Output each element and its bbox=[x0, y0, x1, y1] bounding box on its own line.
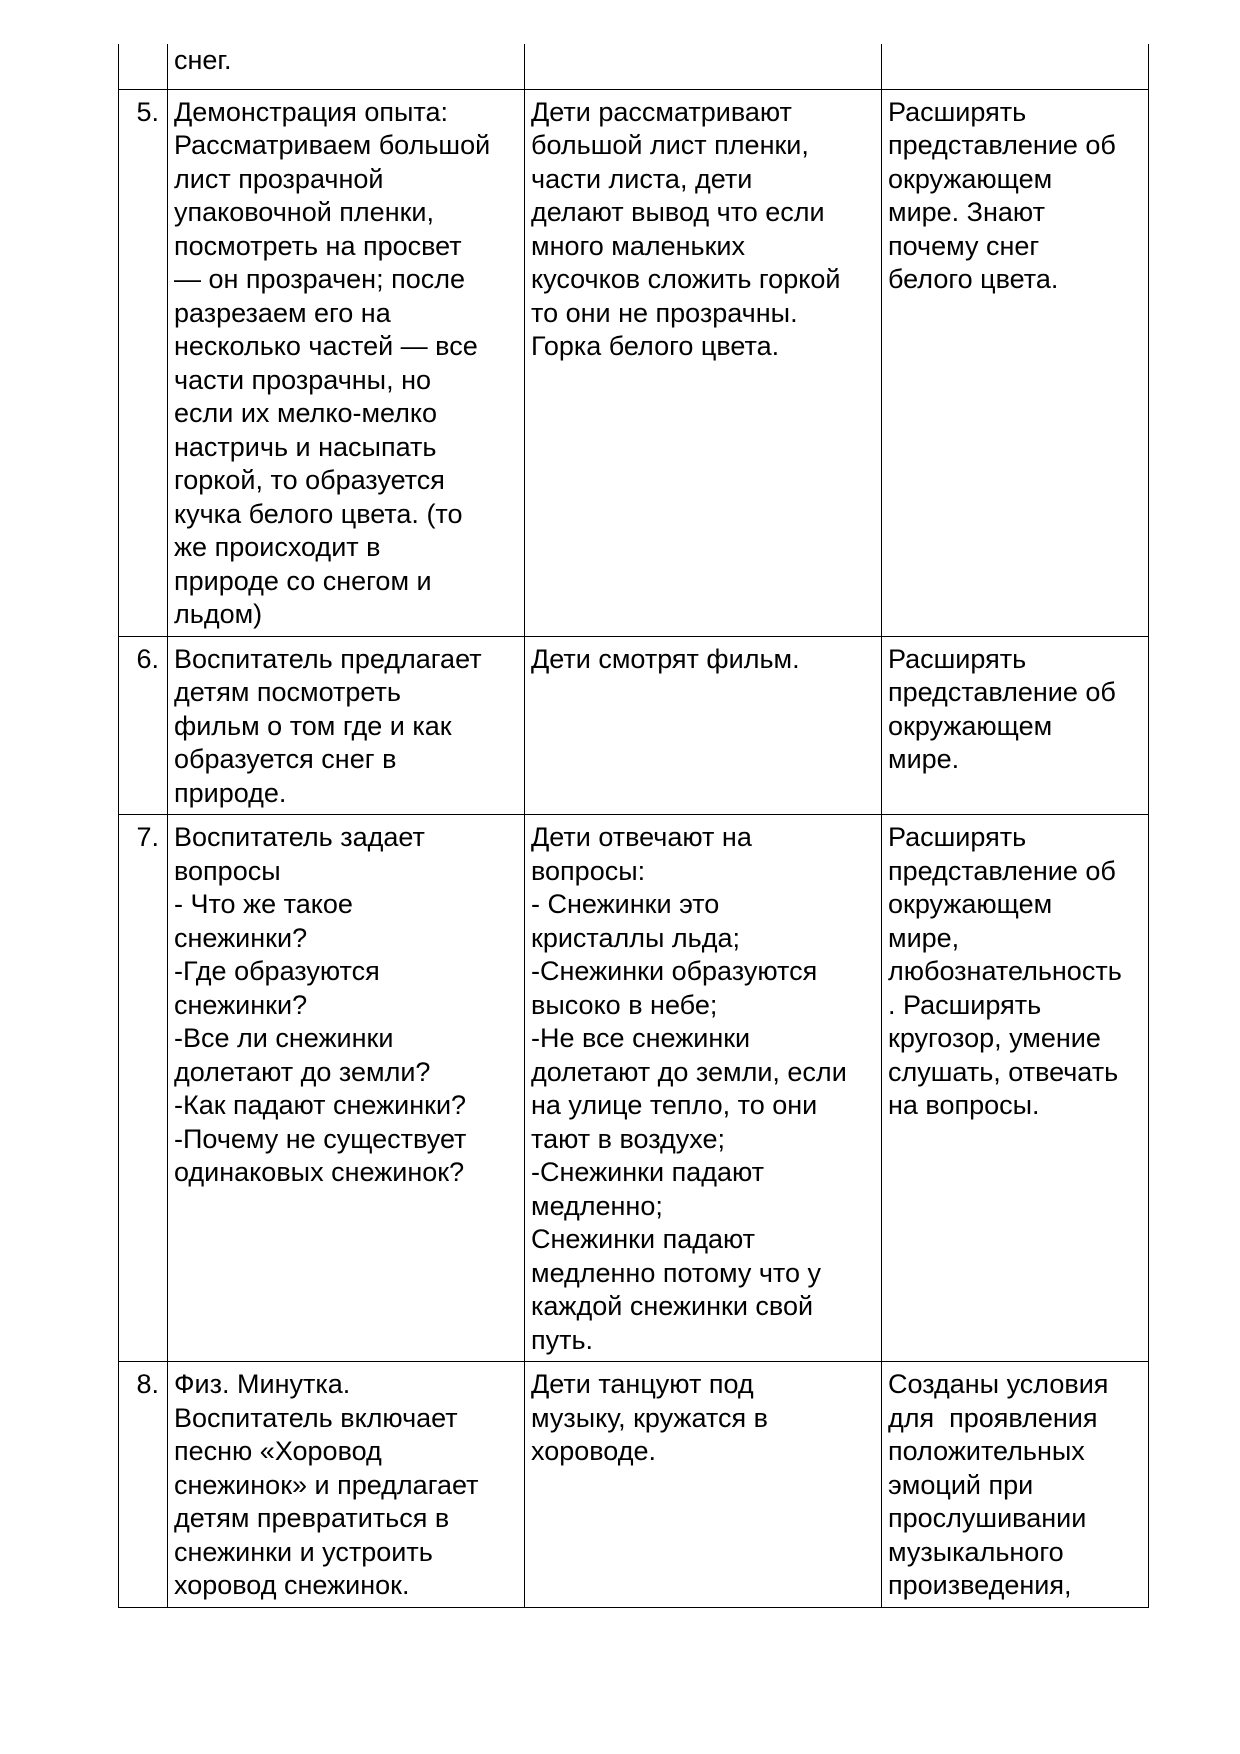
text-line: разрезаем его на bbox=[174, 297, 391, 328]
text-line: Дети отвечают на bbox=[531, 822, 752, 852]
goals-cell bbox=[882, 89, 1149, 636]
text-line: -Почему не существует bbox=[174, 1123, 467, 1154]
text-line: Воспитатель задает bbox=[174, 822, 425, 852]
table-row-6 bbox=[119, 636, 1149, 815]
text-line: снежинки? bbox=[174, 989, 308, 1020]
text-line: детям посмотреть bbox=[174, 677, 401, 707]
text-line: же происходит в bbox=[174, 532, 381, 562]
row-number: 7. bbox=[136, 822, 159, 852]
text-line: снежинок» и предлагает bbox=[174, 1469, 479, 1500]
table-row-7 bbox=[119, 815, 1149, 1362]
text-line: мире. Знают bbox=[888, 197, 1045, 227]
text-line: . Расширять bbox=[888, 989, 1042, 1020]
text-line: льдом) bbox=[174, 599, 263, 629]
row-number-cell bbox=[119, 89, 168, 636]
text-line: долетают до земли, если bbox=[531, 1056, 847, 1087]
text-line: медленно; bbox=[531, 1190, 663, 1221]
text-line: вопросы: bbox=[531, 855, 646, 886]
text-line: окружающем bbox=[888, 710, 1053, 741]
text-line: кучка белого цвета. (то bbox=[174, 498, 463, 529]
text-line: Рассматриваем большой bbox=[174, 130, 491, 160]
text-line: Созданы условия bbox=[888, 1369, 1109, 1399]
text-line: слушать, отвечать bbox=[888, 1056, 1119, 1087]
text-line: Расширять bbox=[888, 643, 1027, 674]
text-line: долетают до земли? bbox=[174, 1056, 431, 1087]
row-number-cell bbox=[119, 1362, 168, 1608]
text-line: несколько частей — все bbox=[174, 331, 478, 361]
text-line: снег. bbox=[174, 45, 232, 75]
text-line: - Что же такое bbox=[174, 889, 353, 919]
text-line: Воспитатель включает bbox=[174, 1402, 458, 1433]
row-number-cell bbox=[119, 815, 168, 1362]
row-number-cell bbox=[119, 44, 168, 89]
text-line: каждой снежинки свой bbox=[531, 1291, 814, 1321]
text-line: настричь и насыпать bbox=[174, 431, 437, 462]
text-line: путь. bbox=[531, 1324, 594, 1355]
goals-cell bbox=[882, 1362, 1149, 1608]
text-line: -Где образуются bbox=[174, 956, 380, 986]
text-line: кусочков сложить горкой bbox=[531, 264, 841, 294]
text-line: тают в воздухе; bbox=[531, 1123, 725, 1154]
goals-cell bbox=[882, 44, 1149, 89]
text-line: -Снежинки образуются bbox=[531, 956, 818, 986]
text-line: Демонстрация опыта: bbox=[174, 96, 448, 127]
text-line: Дети рассматривают bbox=[531, 96, 792, 127]
text-line: -Снежинки падают bbox=[531, 1157, 764, 1187]
text-line: кристаллы льда; bbox=[531, 922, 740, 953]
text-line: хоровод снежинок. bbox=[174, 1570, 410, 1600]
text-line: части листа, дети bbox=[531, 163, 753, 194]
text-line: - Снежинки это bbox=[531, 889, 720, 919]
text-line: мире, bbox=[888, 922, 960, 953]
text-line: на улице тепло, то они bbox=[531, 1090, 818, 1120]
text-line: части прозрачны, но bbox=[174, 364, 432, 395]
text-line: -Не все снежинки bbox=[531, 1023, 751, 1053]
children-activity-cell bbox=[525, 89, 882, 636]
goals-cell bbox=[882, 636, 1149, 815]
text-line: музыкального bbox=[888, 1536, 1064, 1567]
table-body bbox=[119, 44, 1149, 1607]
text-line: положительных bbox=[888, 1436, 1085, 1466]
teacher-activity-cell bbox=[168, 44, 525, 89]
text-line: если их мелко-мелко bbox=[174, 398, 438, 428]
text-line: снежинки? bbox=[174, 922, 308, 953]
text-line: прослушивании bbox=[888, 1503, 1087, 1533]
text-line: Воспитатель предлагает bbox=[174, 643, 482, 674]
text-line: то они не прозрачны. bbox=[531, 297, 798, 328]
text-line: Горка белого цвета. bbox=[531, 331, 780, 361]
text-line: Дети танцуют под bbox=[531, 1369, 754, 1399]
row-number: 6. bbox=[136, 643, 159, 674]
text-line: много маленьких bbox=[531, 230, 745, 261]
children-activity-cell bbox=[525, 815, 882, 1362]
text-line: природе. bbox=[174, 777, 287, 808]
text-line: окружающем bbox=[888, 163, 1053, 194]
text-line: представление об bbox=[888, 130, 1116, 160]
table-row-8 bbox=[119, 1362, 1149, 1608]
text-line: представление об bbox=[888, 855, 1116, 886]
teacher-activity-cell bbox=[168, 815, 525, 1362]
text-line: музыку, кружатся в bbox=[531, 1402, 768, 1433]
text-line: Физ. Минутка. bbox=[174, 1369, 351, 1399]
text-line: любознательность bbox=[888, 956, 1122, 986]
text-line: фильм о том где и как bbox=[174, 710, 452, 741]
text-line: упаковочной пленки, bbox=[174, 197, 435, 227]
text-line: детям превратиться в bbox=[174, 1503, 450, 1533]
goals-cell bbox=[882, 815, 1149, 1362]
text-line: Снежинки падают bbox=[531, 1224, 756, 1254]
text-line: на вопросы. bbox=[888, 1090, 1040, 1120]
row-number-cell bbox=[119, 636, 168, 815]
text-line: большой лист пленки, bbox=[531, 130, 809, 160]
text-line: кругозор, умение bbox=[888, 1023, 1101, 1053]
text-line: песню «Хоровод bbox=[174, 1436, 382, 1466]
text-line: высоко в небе; bbox=[531, 989, 718, 1020]
text-line: почему снег bbox=[888, 230, 1040, 261]
text-line: природе со снегом и bbox=[174, 565, 432, 596]
text-line: -Все ли снежинки bbox=[174, 1023, 394, 1053]
text-line: окружающем bbox=[888, 889, 1053, 919]
text-line: посмотреть на просвет bbox=[174, 230, 462, 261]
text-line: хороводе. bbox=[531, 1436, 656, 1466]
text-line: вопросы bbox=[174, 855, 281, 886]
text-line: представление об bbox=[888, 677, 1116, 707]
text-line: медленно потому что у bbox=[531, 1257, 821, 1288]
text-line: образуется снег в bbox=[174, 744, 397, 774]
text-line: горкой, то образуется bbox=[174, 465, 445, 495]
children-activity-cell bbox=[525, 44, 882, 89]
text-line: лист прозрачной bbox=[174, 163, 384, 194]
table-row-5 bbox=[119, 89, 1149, 636]
text-line: произведения, bbox=[888, 1570, 1072, 1600]
row-number: 8. bbox=[136, 1369, 159, 1399]
text-line: — он прозрачен; после bbox=[174, 264, 466, 294]
text-line: Дети смотрят фильм. bbox=[531, 643, 800, 674]
lesson-plan-table bbox=[118, 44, 1149, 1608]
text-line: снежинки и устроить bbox=[174, 1536, 433, 1567]
text-line: Расширять bbox=[888, 822, 1027, 852]
children-activity-cell bbox=[525, 636, 882, 815]
text-line: эмоций при bbox=[888, 1469, 1034, 1500]
text-line: одинаковых снежинок? bbox=[174, 1157, 465, 1187]
teacher-activity-cell bbox=[168, 636, 525, 815]
table-row-continuation bbox=[119, 44, 1149, 89]
text-line: -Как падают снежинки? bbox=[174, 1090, 467, 1120]
teacher-activity-cell bbox=[168, 1362, 525, 1608]
text-line: делают вывод что если bbox=[531, 197, 825, 227]
text-line: Расширять bbox=[888, 96, 1027, 127]
teacher-activity-cell bbox=[168, 89, 525, 636]
text-line: мире. bbox=[888, 744, 960, 774]
text-line: белого цвета. bbox=[888, 264, 1059, 294]
children-activity-cell bbox=[525, 1362, 882, 1608]
row-number: 5. bbox=[136, 96, 159, 127]
text-line: для проявления bbox=[888, 1402, 1098, 1433]
